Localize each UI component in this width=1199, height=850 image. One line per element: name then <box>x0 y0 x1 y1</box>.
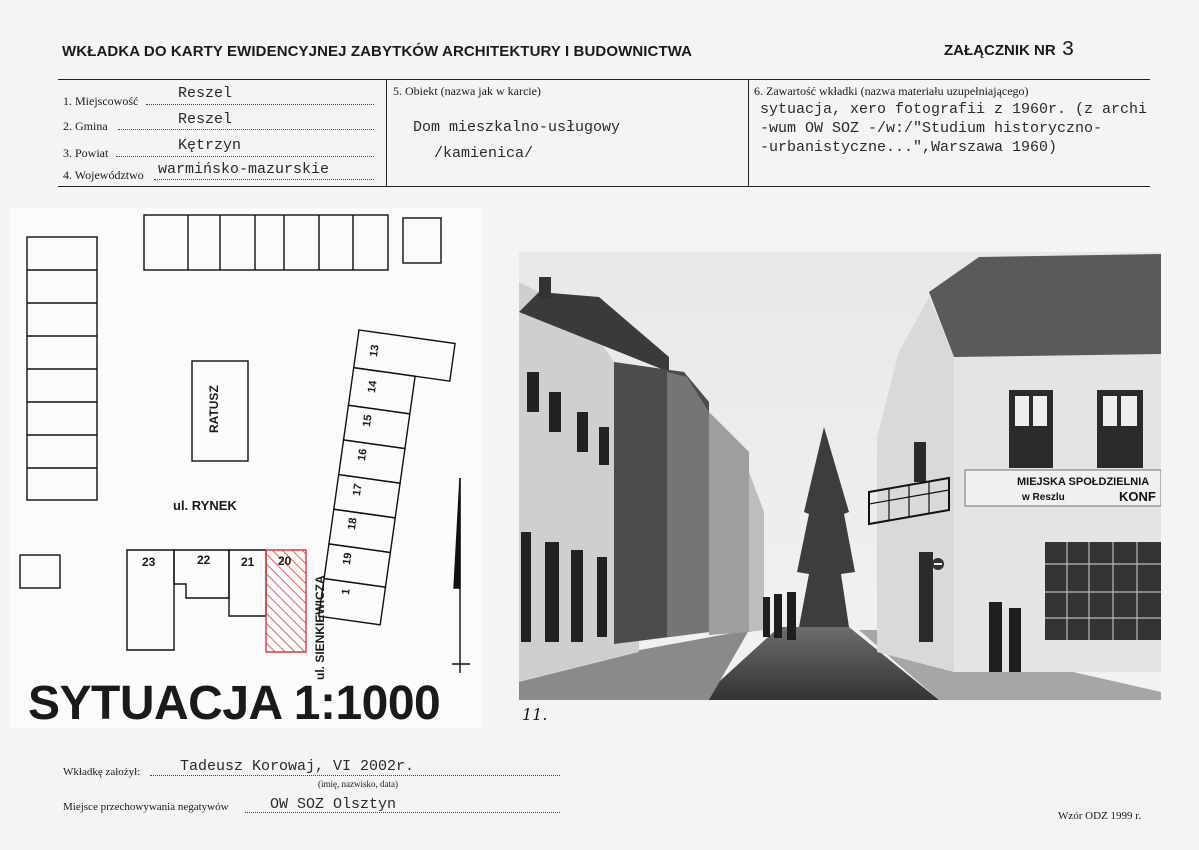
west-buildings <box>27 237 97 500</box>
contents-line-3: -urbanistyczne...",Warszawa 1960) <box>760 139 1058 156</box>
lot-14-label: 14 <box>366 379 380 394</box>
photo-sign-line-2: w Reszlu <box>1022 492 1065 503</box>
object-label: 5. Obiekt (nazwa jak w karcie) <box>393 84 541 98</box>
town-value: Reszel <box>178 85 233 102</box>
lot-17-label: 17 <box>351 482 365 497</box>
photo-sign-line-3: KONF <box>1119 489 1156 504</box>
contents-text <box>760 100 1198 157</box>
author-dots <box>150 775 560 776</box>
square-label: ul. RYNEK <box>173 498 237 513</box>
street-photo <box>519 252 1161 700</box>
form-top-rule <box>58 79 1150 80</box>
province-dots <box>154 179 374 180</box>
lot-19-label: 19 <box>341 551 355 566</box>
author-value: Tadeusz Korowaj, VI 2002r. <box>180 758 415 775</box>
lot-20-label: 20 <box>278 554 292 568</box>
photo-number: 11. <box>522 705 548 724</box>
annex-label-text: ZAŁĄCZNIK NR <box>944 42 1056 59</box>
lot-18-label: 18 <box>346 516 360 531</box>
townhall-label: RATUSZ <box>207 385 221 433</box>
small-west-building <box>20 555 60 588</box>
negatives-label: Miejsce przechowywania negatywów <box>63 801 229 813</box>
form-code: Wzór ODZ 1999 r. <box>1058 810 1142 822</box>
scale-heading: SYTUACJA 1:1000 <box>28 677 441 730</box>
object-line-1: Dom mieszkalno-usługowy <box>413 119 621 136</box>
lot-16-label: 16 <box>356 447 370 462</box>
province-value: warmińsko-mazurskie <box>158 161 330 178</box>
commune-dots <box>118 129 374 130</box>
commune-value: Reszel <box>178 111 233 128</box>
commune-label: 2. Gmina <box>63 119 108 133</box>
form-divider-1 <box>386 79 387 186</box>
town-dots <box>146 104 374 105</box>
photo-sign-line-1: MIEJSKA SPOŁDZIELNIA <box>1017 476 1150 488</box>
street-label: ul. SIENKIEWICZA <box>313 575 327 680</box>
province-label: 4. Województwo <box>63 168 144 182</box>
town-label: 1. Miejscowość <box>63 94 139 108</box>
lot-15-label: 15 <box>361 413 375 428</box>
lot-1-label: 1 <box>340 587 353 596</box>
east-buildings <box>319 330 455 630</box>
north-buildings <box>144 215 441 270</box>
county-label: 3. Powiat <box>63 146 109 160</box>
annex-number: 3 <box>1061 39 1075 62</box>
county-dots <box>116 156 374 157</box>
object-line-2: /kamienica/ <box>434 145 534 162</box>
site-map <box>10 208 482 728</box>
lot-23-label: 23 <box>142 555 156 569</box>
form-bottom-rule <box>58 186 1150 187</box>
county-value: Kętrzyn <box>178 137 242 154</box>
contents-line-1: sytuacja, xero fotografii z 1960r. (z archi <box>760 101 1148 118</box>
lot-22-label: 22 <box>197 553 211 567</box>
site-map-drawing <box>10 208 482 728</box>
contents-label: 6. Zawartość wkładki (nazwa materiału uzupełniającego) <box>754 84 1029 98</box>
north-arrow-icon <box>452 478 470 673</box>
form-divider-2 <box>748 79 749 186</box>
annex-label <box>944 39 1074 62</box>
lot-13-label: 13 <box>368 343 382 358</box>
author-hint: (imię, nazwisko, data) <box>318 779 398 789</box>
negatives-value: OW SOZ Olsztyn <box>270 796 397 813</box>
document-title: WKŁADKA DO KARTY EWIDENCYJNEJ ZABYTKÓW ARCHITEKTURY I BUDOWNICTWA <box>62 43 693 60</box>
contents-line-2: -wum OW SOZ -/w:/"Studium historyczno- <box>760 120 1103 137</box>
author-label: Wkładkę założył: <box>63 766 141 778</box>
lot-21-label: 21 <box>241 555 255 569</box>
